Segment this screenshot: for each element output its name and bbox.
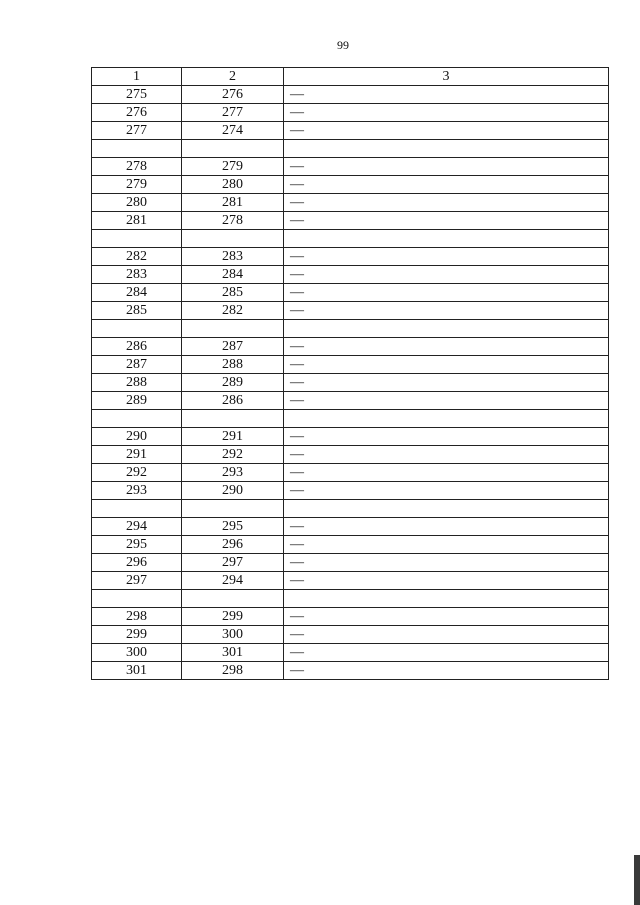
table-cell-col2 xyxy=(182,230,284,248)
table-cell-col2: 300 xyxy=(182,626,284,644)
table-cell-col2 xyxy=(182,410,284,428)
table-cell-col1: 299 xyxy=(92,626,182,644)
table-row xyxy=(92,104,609,122)
table-cell-col2: 297 xyxy=(182,554,284,572)
table-cell-col1: 293 xyxy=(92,482,182,500)
table-row xyxy=(92,338,609,356)
table-cell-col2: 293 xyxy=(182,464,284,482)
table-cell-col1: 288 xyxy=(92,374,182,392)
table-row xyxy=(92,446,609,464)
table-cell-col2: 277 xyxy=(182,104,284,122)
table-row xyxy=(92,662,609,680)
table-cell-col2: 279 xyxy=(182,158,284,176)
table-cell-col1: 297 xyxy=(92,572,182,590)
table-cell-col3: — xyxy=(284,158,609,176)
table-cell-col1: 275 xyxy=(92,86,182,104)
table-cell-col2: 298 xyxy=(182,662,284,680)
table-row xyxy=(92,392,609,410)
table-cell-col1: 285 xyxy=(92,302,182,320)
table-cell-col3: — xyxy=(284,176,609,194)
table-cell-col3 xyxy=(284,410,609,428)
table-cell-col3: — xyxy=(284,572,609,590)
table-row xyxy=(92,320,609,338)
table-cell-col3 xyxy=(284,320,609,338)
table-cell-col3: — xyxy=(284,464,609,482)
table-cell-col2: 283 xyxy=(182,248,284,266)
table-cell-col2 xyxy=(182,320,284,338)
table-cell-col2: 301 xyxy=(182,644,284,662)
table-row xyxy=(92,86,609,104)
table-cell-col2: 287 xyxy=(182,338,284,356)
table-row xyxy=(92,590,609,608)
table-cell-col3 xyxy=(284,590,609,608)
table-row xyxy=(92,464,609,482)
table-cell-col3: — xyxy=(284,428,609,446)
table-cell-col3: — xyxy=(284,356,609,374)
table-cell-col2: 289 xyxy=(182,374,284,392)
table-row xyxy=(92,176,609,194)
table-cell-col2 xyxy=(182,140,284,158)
table-cell-col2: 288 xyxy=(182,356,284,374)
table-cell-col3 xyxy=(284,230,609,248)
table-cell-col2 xyxy=(182,500,284,518)
table-cell-col1: 300 xyxy=(92,644,182,662)
table-cell-col3: — xyxy=(284,482,609,500)
table-cell-col2: 299 xyxy=(182,608,284,626)
table-cell-col1 xyxy=(92,500,182,518)
column-header-2: 2 xyxy=(182,68,284,86)
table-cell-col1: 280 xyxy=(92,194,182,212)
table-row xyxy=(92,410,609,428)
table-cell-col3 xyxy=(284,500,609,518)
table-row xyxy=(92,122,609,140)
table-cell-col1: 281 xyxy=(92,212,182,230)
table-cell-col1: 294 xyxy=(92,518,182,536)
table-cell-col1 xyxy=(92,590,182,608)
table-cell-col3: — xyxy=(284,212,609,230)
table-cell-col2: 294 xyxy=(182,572,284,590)
table-cell-col3: — xyxy=(284,662,609,680)
table-cell-col3: — xyxy=(284,374,609,392)
table-cell-col3: — xyxy=(284,446,609,464)
table-row xyxy=(92,374,609,392)
table-cell-col2: 278 xyxy=(182,212,284,230)
table-cell-col1: 287 xyxy=(92,356,182,374)
table-cell-col1: 291 xyxy=(92,446,182,464)
table-row xyxy=(92,428,609,446)
table-cell-col3: — xyxy=(284,644,609,662)
table-body xyxy=(92,86,609,680)
table-cell-col1: 282 xyxy=(92,248,182,266)
table-cell-col3: — xyxy=(284,302,609,320)
table-cell-col2: 285 xyxy=(182,284,284,302)
table-cell-col3 xyxy=(284,140,609,158)
table-row xyxy=(92,518,609,536)
table-cell-col1: 284 xyxy=(92,284,182,302)
table-cell-col1: 283 xyxy=(92,266,182,284)
table-cell-col1 xyxy=(92,320,182,338)
table-row xyxy=(92,158,609,176)
table-cell-col2: 295 xyxy=(182,518,284,536)
table-cell-col1: 292 xyxy=(92,464,182,482)
table-cell-col3: — xyxy=(284,266,609,284)
table-row xyxy=(92,608,609,626)
scan-edge-mark xyxy=(634,855,640,905)
table-row xyxy=(92,500,609,518)
table-cell-col2: 290 xyxy=(182,482,284,500)
table-cell-col1: 276 xyxy=(92,104,182,122)
table-cell-col1: 295 xyxy=(92,536,182,554)
table-row xyxy=(92,356,609,374)
table-header-row xyxy=(92,68,609,86)
page-number: 99 xyxy=(337,38,349,52)
table-cell-col1: 298 xyxy=(92,608,182,626)
table-cell-col3: — xyxy=(284,104,609,122)
table-cell-col3: — xyxy=(284,554,609,572)
table-row xyxy=(92,554,609,572)
table-row xyxy=(92,194,609,212)
table-cell-col1: 278 xyxy=(92,158,182,176)
table-row xyxy=(92,572,609,590)
table-cell-col3: — xyxy=(284,626,609,644)
table-row xyxy=(92,284,609,302)
table-row xyxy=(92,248,609,266)
data-table xyxy=(91,67,609,680)
table-cell-col2: 284 xyxy=(182,266,284,284)
table-cell-col1 xyxy=(92,140,182,158)
table-cell-col2 xyxy=(182,590,284,608)
table-cell-col3: — xyxy=(284,608,609,626)
table-row xyxy=(92,302,609,320)
column-header-3: 3 xyxy=(284,68,609,86)
table-cell-col1: 290 xyxy=(92,428,182,446)
table-cell-col3: — xyxy=(284,194,609,212)
table-row xyxy=(92,482,609,500)
table-row xyxy=(92,212,609,230)
column-header-1: 1 xyxy=(92,68,182,86)
table-row xyxy=(92,536,609,554)
table-cell-col1 xyxy=(92,230,182,248)
table-cell-col1: 289 xyxy=(92,392,182,410)
table-cell-col2: 276 xyxy=(182,86,284,104)
table-cell-col3: — xyxy=(284,536,609,554)
table-cell-col1: 296 xyxy=(92,554,182,572)
table-cell-col3: — xyxy=(284,338,609,356)
table-row xyxy=(92,266,609,284)
table-cell-col2: 291 xyxy=(182,428,284,446)
table-cell-col3: — xyxy=(284,284,609,302)
table-cell-col2: 292 xyxy=(182,446,284,464)
table-row xyxy=(92,644,609,662)
table-cell-col1 xyxy=(92,410,182,428)
table-cell-col2: 281 xyxy=(182,194,284,212)
table-cell-col2: 282 xyxy=(182,302,284,320)
table-row xyxy=(92,626,609,644)
table-cell-col1: 277 xyxy=(92,122,182,140)
table-row xyxy=(92,140,609,158)
table-cell-col2: 280 xyxy=(182,176,284,194)
table-row xyxy=(92,230,609,248)
table-cell-col3: — xyxy=(284,392,609,410)
table-cell-col1: 279 xyxy=(92,176,182,194)
table-cell-col3: — xyxy=(284,518,609,536)
table-cell-col1: 286 xyxy=(92,338,182,356)
table-cell-col3: — xyxy=(284,86,609,104)
table-cell-col2: 296 xyxy=(182,536,284,554)
table-cell-col2: 274 xyxy=(182,122,284,140)
table-cell-col2: 286 xyxy=(182,392,284,410)
table-cell-col3: — xyxy=(284,122,609,140)
table-cell-col3: — xyxy=(284,248,609,266)
table-cell-col1: 301 xyxy=(92,662,182,680)
